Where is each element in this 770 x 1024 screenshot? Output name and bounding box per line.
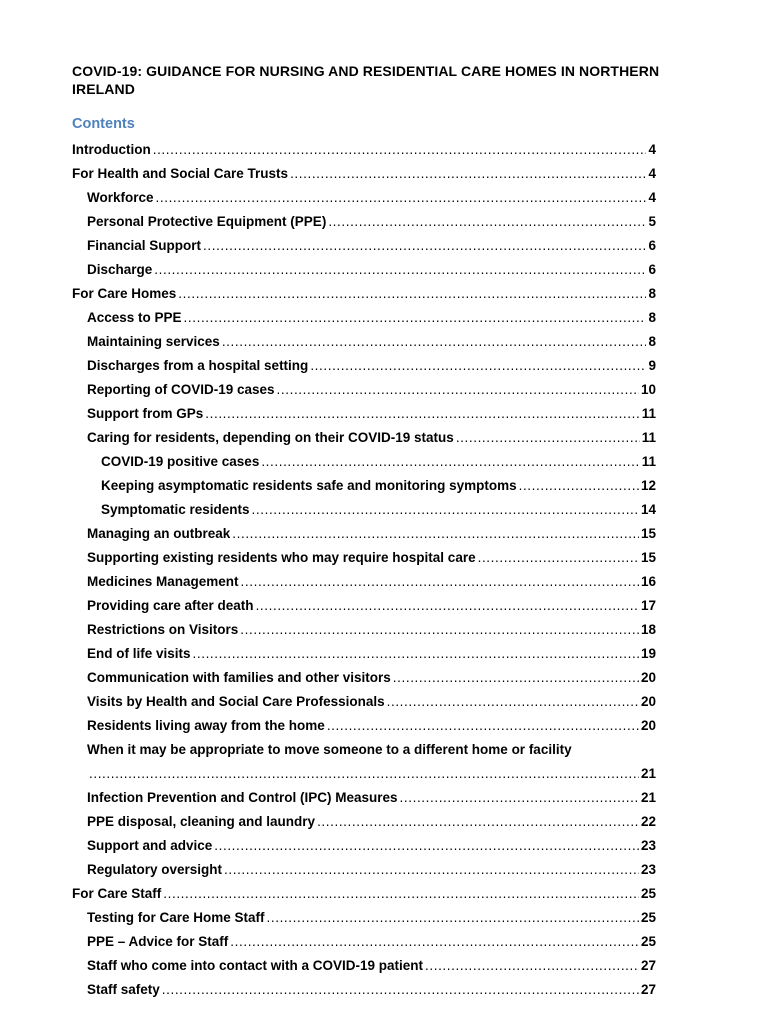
toc-leader-dots <box>456 426 640 450</box>
toc-entry-label: Support and advice <box>87 838 213 853</box>
toc-entry-label: Personal Protective Equipment (PPE) <box>87 214 327 229</box>
toc-entry[interactable] <box>72 378 656 402</box>
toc-entry[interactable] <box>72 474 656 498</box>
toc-entry-label: Restrictions on Visitors <box>87 622 239 637</box>
document-title: COVID-19: GUIDANCE FOR NURSING AND RESIDENTIAL CARE HOMES IN NORTHERN IRELAND <box>72 63 660 97</box>
toc-entry-page: 15 <box>640 526 656 541</box>
toc-entry-page: 6 <box>648 238 656 253</box>
toc-entry-label: Communication with families and other visitors <box>87 670 391 685</box>
toc-entry-label: Managing an outbreak <box>87 526 231 541</box>
toc-entry-page: 21 <box>640 766 656 781</box>
toc-entry-page: 25 <box>640 934 656 949</box>
toc-entry-page: 20 <box>640 694 656 709</box>
toc-entry-page: 11 <box>641 454 656 469</box>
toc-entry[interactable] <box>72 714 656 738</box>
toc-entry-label: PPE – Advice for Staff <box>87 934 229 949</box>
toc-entry-page: 9 <box>648 358 656 373</box>
toc-entry-label: Caring for residents, depending on their COVID-19 status <box>87 430 454 445</box>
toc-entry-label: Access to PPE <box>87 310 182 325</box>
toc-leader-dots <box>327 714 639 738</box>
toc-leader-dots <box>193 642 639 666</box>
toc-leader-dots <box>290 162 646 186</box>
toc-leader-dots <box>184 306 647 330</box>
toc-entry-page: 11 <box>641 430 656 445</box>
toc-leader-dots <box>163 882 639 906</box>
contents-heading: Contents <box>72 116 135 132</box>
toc-entry-label: Staff who come into contact with a COVID-19 patient <box>87 958 424 973</box>
toc-entry[interactable] <box>72 570 656 594</box>
toc-entry[interactable] <box>72 906 656 930</box>
toc-entry-label: Maintaining services <box>87 334 220 349</box>
toc-leader-dots <box>154 258 646 282</box>
toc-leader-dots <box>256 594 639 618</box>
toc-entry-page: 17 <box>640 598 656 613</box>
toc-leader-dots <box>162 978 639 1002</box>
toc-entry[interactable] <box>72 618 656 642</box>
toc-entry-page: 8 <box>648 286 656 301</box>
toc-leader-dots <box>267 906 639 930</box>
toc-entry[interactable] <box>72 930 656 954</box>
toc-entry[interactable] <box>72 786 656 810</box>
toc-leader-dots <box>519 474 639 498</box>
toc-entry-page: 22 <box>640 814 656 829</box>
toc-entry-page: 23 <box>640 862 656 877</box>
toc-leader-dots <box>153 138 647 162</box>
toc-entry-page: 20 <box>640 718 656 733</box>
toc-entry[interactable] <box>72 234 656 258</box>
toc-entry-page: 10 <box>640 382 656 397</box>
toc-entry-page: 6 <box>648 262 656 277</box>
toc-entry[interactable] <box>72 810 656 834</box>
toc-entry-page: 5 <box>648 214 656 229</box>
toc-entry[interactable] <box>72 522 656 546</box>
toc-entry[interactable] <box>72 162 656 186</box>
toc-entry-page: 20 <box>640 670 656 685</box>
toc-entry-page: 8 <box>648 334 656 349</box>
toc-entry[interactable] <box>72 594 656 618</box>
toc-leader-dots <box>205 402 639 426</box>
toc-entry-page: 23 <box>640 838 656 853</box>
toc-leader-dots <box>214 834 639 858</box>
toc-entry[interactable] <box>72 666 656 690</box>
toc-leader-dots <box>232 522 639 546</box>
toc-entry[interactable] <box>72 186 656 210</box>
toc-entry-label: Discharges from a hospital setting <box>87 358 309 373</box>
toc-leader-dots <box>387 690 639 714</box>
toc-entry-label: Reporting of COVID-19 cases <box>87 382 275 397</box>
toc-entry-label: Workforce <box>87 190 154 205</box>
toc-entry[interactable] <box>72 546 656 570</box>
toc-entry-label: Keeping asymptomatic residents safe and monitoring symptoms <box>101 478 517 493</box>
toc-entry-page: 25 <box>640 886 656 901</box>
toc-leader-dots <box>478 546 639 570</box>
toc-entry[interactable] <box>72 738 656 786</box>
toc-entry-label: Financial Support <box>87 238 202 253</box>
toc-entry[interactable] <box>72 834 656 858</box>
toc-entry-page: 4 <box>648 142 656 157</box>
toc-entry-page: 4 <box>648 166 656 181</box>
toc-entry[interactable] <box>72 426 656 450</box>
toc-entry-label: Regulatory oversight <box>87 862 223 877</box>
toc-entry-label: When it may be appropriate to move someone to a different home or facility <box>87 742 572 757</box>
toc-entry[interactable] <box>72 858 656 882</box>
toc-entry[interactable] <box>72 978 656 1002</box>
toc-leader-dots <box>252 498 639 522</box>
toc-leader-dots <box>400 786 639 810</box>
toc-leader-dots <box>230 930 639 954</box>
toc-leader-dots <box>317 810 639 834</box>
toc-entry-label: Symptomatic residents <box>101 502 250 517</box>
toc-leader-dots <box>277 378 639 402</box>
toc-entry-label: PPE disposal, cleaning and laundry <box>87 814 316 829</box>
toc-entry-label: For Care Staff <box>72 886 162 901</box>
toc-entry-page: 21 <box>640 790 656 805</box>
toc-entry[interactable] <box>72 354 656 378</box>
toc-entry-label: Staff safety <box>87 982 160 997</box>
toc-leader-dots <box>203 234 646 258</box>
toc-entry[interactable] <box>72 450 656 474</box>
toc-entry-label: Residents living away from the home <box>87 718 325 733</box>
toc-entry-page: 25 <box>640 910 656 925</box>
toc-entry-label: Visits by Health and Social Care Professionals <box>87 694 385 709</box>
toc-entry-page: 27 <box>640 958 656 973</box>
toc-entry-page: 12 <box>640 478 656 493</box>
toc-entry-page: 11 <box>641 406 656 421</box>
toc-entry-label: Testing for Care Home Staff <box>87 910 265 925</box>
toc-leader-dots <box>425 954 639 978</box>
toc-entry-label: Infection Prevention and Control (IPC) Measures <box>87 790 398 805</box>
toc-leader-dots <box>89 762 639 786</box>
toc-entry-page: 8 <box>648 310 656 325</box>
toc-entry[interactable] <box>72 402 656 426</box>
toc-leader-dots <box>328 210 646 234</box>
toc-entry[interactable] <box>72 138 656 162</box>
toc-entry[interactable] <box>72 954 656 978</box>
toc-entry-label: Supporting existing residents who may require hospital care <box>87 550 476 565</box>
toc-entry-label: Providing care after death <box>87 598 254 613</box>
toc-entry-page: 14 <box>640 502 656 517</box>
toc-entry-continuation <box>87 762 656 786</box>
toc-leader-dots <box>261 450 639 474</box>
toc-leader-dots <box>240 618 639 642</box>
toc-leader-dots <box>222 330 647 354</box>
toc-entry[interactable] <box>72 690 656 714</box>
toc-entry-label: For Care Homes <box>72 286 177 301</box>
toc-entry[interactable] <box>72 330 656 354</box>
table-of-contents <box>72 138 656 1002</box>
toc-entry-label: For Health and Social Care Trusts <box>72 166 289 181</box>
toc-entry-page: 18 <box>640 622 656 637</box>
toc-entry-page: 27 <box>640 982 656 997</box>
toc-entry[interactable] <box>72 882 656 906</box>
toc-entry[interactable] <box>72 306 656 330</box>
toc-leader-dots <box>224 858 639 882</box>
toc-entry[interactable] <box>72 642 656 666</box>
toc-leader-dots <box>156 186 647 210</box>
toc-entry[interactable] <box>72 498 656 522</box>
toc-leader-dots <box>310 354 646 378</box>
toc-entry-label: Introduction <box>72 142 151 157</box>
toc-leader-dots <box>178 282 646 306</box>
toc-entry-label: End of life visits <box>87 646 191 661</box>
toc-entry-page: 4 <box>648 190 656 205</box>
toc-entry-page: 19 <box>640 646 656 661</box>
toc-entry-label: Discharge <box>87 262 153 277</box>
toc-entry-label: COVID-19 positive cases <box>101 454 260 469</box>
toc-leader-dots <box>241 570 639 594</box>
toc-entry-label: Medicines Management <box>87 574 239 589</box>
toc-leader-dots <box>393 666 639 690</box>
toc-entry-label: Support from GPs <box>87 406 204 421</box>
toc-entry[interactable] <box>72 282 656 306</box>
toc-entry-page: 15 <box>640 550 656 565</box>
toc-entry-page: 16 <box>640 574 656 589</box>
toc-entry[interactable] <box>72 258 656 282</box>
toc-entry[interactable] <box>72 210 656 234</box>
